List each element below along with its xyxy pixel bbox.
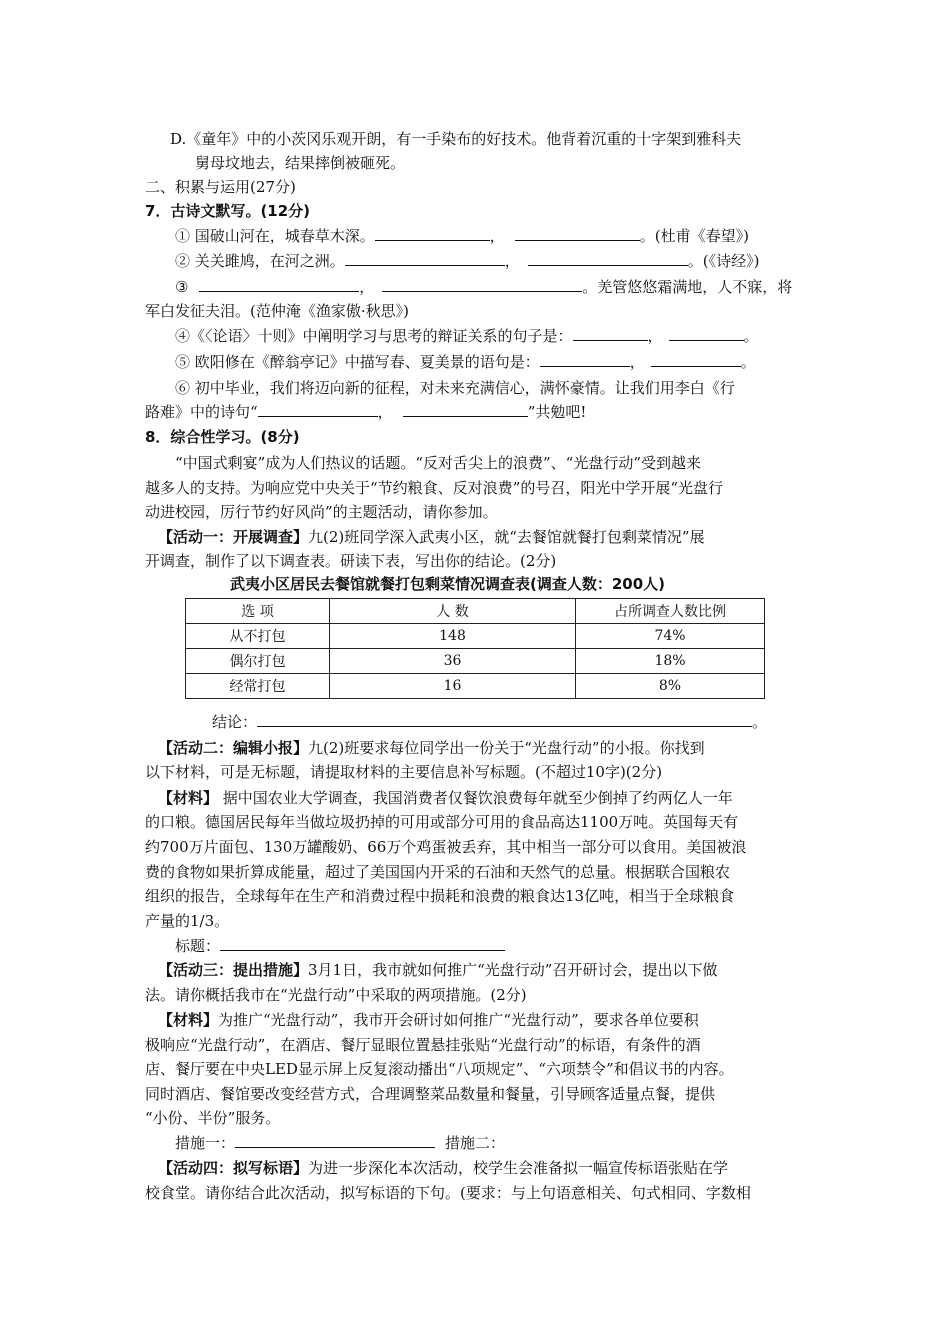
- option-d-line1: D.《童年》中的小茨冈乐观开朗，有一手染布的好技术。他背着沉重的十字架到雅科夫: [170, 130, 742, 148]
- activity2: 【活动二：编辑小报】九(2)班要求每位同学出一份关于“光盘行动”的小报。你找到: [158, 739, 705, 757]
- answer-blank[interactable]: [573, 325, 648, 341]
- answer-blank[interactable]: [515, 225, 640, 241]
- activity2-cont: 以下材料，可是无标题，请提取材料的主要信息补写标题。(不超过10字)(2分): [145, 763, 663, 781]
- title-blank[interactable]: [220, 935, 505, 951]
- q7-item5: ⑤ 欧阳修在《醉翁亭记》中描写春、夏美景的语句是： ， 。: [175, 353, 756, 371]
- material2-line3: 店、餐厅要在中央LED显示屏上反复滚动播出“八项规定”、“六项禁令”和倡议书的内容。: [145, 1060, 734, 1078]
- q7-item6: ⑥ 初中毕业，我们将迈向新的征程，对未来充满信心，满怀豪情。让我们用李白《行: [175, 379, 735, 397]
- measures-line: 措施一： 措施二：: [175, 1134, 506, 1152]
- table-cell: 74%: [576, 624, 765, 649]
- material1-line5: 组织的报告，全球每年在生产和消费过程中损耗和浪费的粮食达13亿吨，相当于全球粮食: [145, 887, 735, 905]
- table-cell: 偶尔打包: [186, 649, 330, 674]
- q7-item1: ① 国破山河在，城春草木深。 ， 。(杜甫《春望》): [175, 227, 750, 245]
- activity1-cont: 开调查，制作了以下调查表。研读下表，写出你的结论。(2分): [145, 552, 557, 570]
- answer-blank[interactable]: [258, 401, 378, 417]
- table-row: [186, 649, 765, 674]
- material1-line6: 产量的1/3。: [145, 912, 230, 930]
- activity4-cont: 校食堂。请你结合此次活动，拟写标语的下句。(要求：与上句语意相关、句式相同、字数相: [145, 1184, 751, 1202]
- material1-line1: 【材料】 据中国农业大学调查，我国消费者仅餐饮浪费每年就至少倒掉了约两亿人一年: [158, 789, 733, 807]
- table-cell: 8%: [576, 674, 765, 699]
- q7-item3-cont: 军白发征夫泪。(范仲淹《渔家傲·秋思》): [145, 302, 409, 320]
- conclusion-line: 结论： 。: [212, 713, 768, 731]
- q7-item3: ③ ， 。羌管悠悠霜满地，人不寐，将: [175, 278, 793, 296]
- answer-blank[interactable]: [345, 250, 505, 266]
- material2-line4: 同时酒店、餐馆要改变经营方式，合理调整菜品数量和餐量，引导顾客适量点餐，提供: [145, 1085, 716, 1103]
- q7-item6-cont: 路难》中的诗句“ ， ”共勉吧!: [145, 403, 587, 421]
- q7-item2: ② 关关雎鸠，在河之洲。 ， 。(《诗经》): [175, 252, 760, 270]
- conclusion-blank[interactable]: [257, 711, 752, 727]
- material1-line3: 约700万片面包、130万罐酸奶、66万个鸡蛋被丢弃，其中相当一部分可以食用。美国被浪: [145, 838, 747, 856]
- q8-intro-3: 动进校园，厉行节约好风尚”的主题活动，请你参加。: [145, 503, 498, 521]
- table-header: 人 数: [330, 599, 576, 624]
- q8-title: 8．综合性学习。(8分): [145, 428, 300, 446]
- material2-line1: 【材料】为推广“光盘行动”，我市开会研讨如何推广“光盘行动”，要求各单位要积: [158, 1011, 699, 1029]
- answer-blank[interactable]: [375, 225, 490, 241]
- title-line: 标题：: [175, 934, 505, 958]
- material1-line2: 的口粮。德国居民每年当做垃圾扔掉的可用或部分可用的食品高达1100万吨。英国每天有: [145, 813, 739, 831]
- material2-line5: “小份、半份”服务。: [145, 1109, 281, 1127]
- q7-item4: ④《〈论语〉十则》中阐明学习与思考的辩证关系的句子是： ， 。: [175, 327, 759, 345]
- table-cell: 148: [330, 624, 576, 649]
- answer-blank[interactable]: [651, 351, 741, 367]
- table-row: [186, 624, 765, 649]
- activity3: 【活动三：提出措施】3月1日，我市就如何推广“光盘行动”召开研讨会，提出以下做: [158, 961, 718, 979]
- table-cell: 16: [330, 674, 576, 699]
- material2-line2: 极响应“光盘行动”，在酒店、餐厅显眼位置悬挂张贴“光盘行动”的标语，有条件的酒: [145, 1036, 701, 1054]
- answer-blank[interactable]: [528, 250, 688, 266]
- measure1-blank[interactable]: [235, 1132, 435, 1148]
- q8-intro-2: 越多人的支持。为响应党中央关于“节约粮食、反对浪费”的号召，阳光中学开展“光盘行: [145, 479, 724, 497]
- material1-line4: 费的食物如果折算成能量，超过了美国国内开采的石油和天然气的总量。根据联合国粮农: [145, 863, 731, 881]
- option-d-line2: 舅母坟地去，结果摔倒被砸死。: [195, 154, 406, 172]
- table-cell: 18%: [576, 649, 765, 674]
- q7-title: 7．古诗文默写。(12分): [145, 202, 311, 220]
- activity3-cont: 法。请你概括我市在“光盘行动”中采取的两项措施。(2分): [145, 986, 527, 1004]
- q8-intro-1: “中国式剩宴”成为人们热议的话题。“反对舌尖上的浪费”、“光盘行动”受到越来: [175, 454, 702, 472]
- answer-blank[interactable]: [382, 276, 582, 292]
- table-cell: 36: [330, 649, 576, 674]
- table-row: [186, 674, 765, 699]
- answer-blank[interactable]: [403, 401, 528, 417]
- answer-blank[interactable]: [540, 351, 630, 367]
- table-title: 武夷小区居民去餐馆就餐打包剩菜情况调查表(调查人数：200人): [230, 575, 666, 593]
- survey-table: [185, 598, 765, 699]
- activity1: 【活动一：开展调查】九(2)班同学深入武夷小区，就“去餐馆就餐打包剩菜情况”展: [158, 528, 705, 546]
- section-heading: 二、积累与运用(27分): [145, 178, 296, 196]
- table-header: 选 项: [186, 599, 330, 624]
- answer-blank[interactable]: [199, 276, 359, 292]
- table-cell: 从不打包: [186, 624, 330, 649]
- answer-blank[interactable]: [669, 325, 744, 341]
- table-cell: 经常打包: [186, 674, 330, 699]
- activity4: 【活动四：拟写标语】为进一步深化本次活动，校学生会准备拟一幅宣传标语张贴在学: [158, 1159, 729, 1177]
- table-header-row: [186, 599, 765, 624]
- table-header: 占所调查人数比例: [576, 599, 765, 624]
